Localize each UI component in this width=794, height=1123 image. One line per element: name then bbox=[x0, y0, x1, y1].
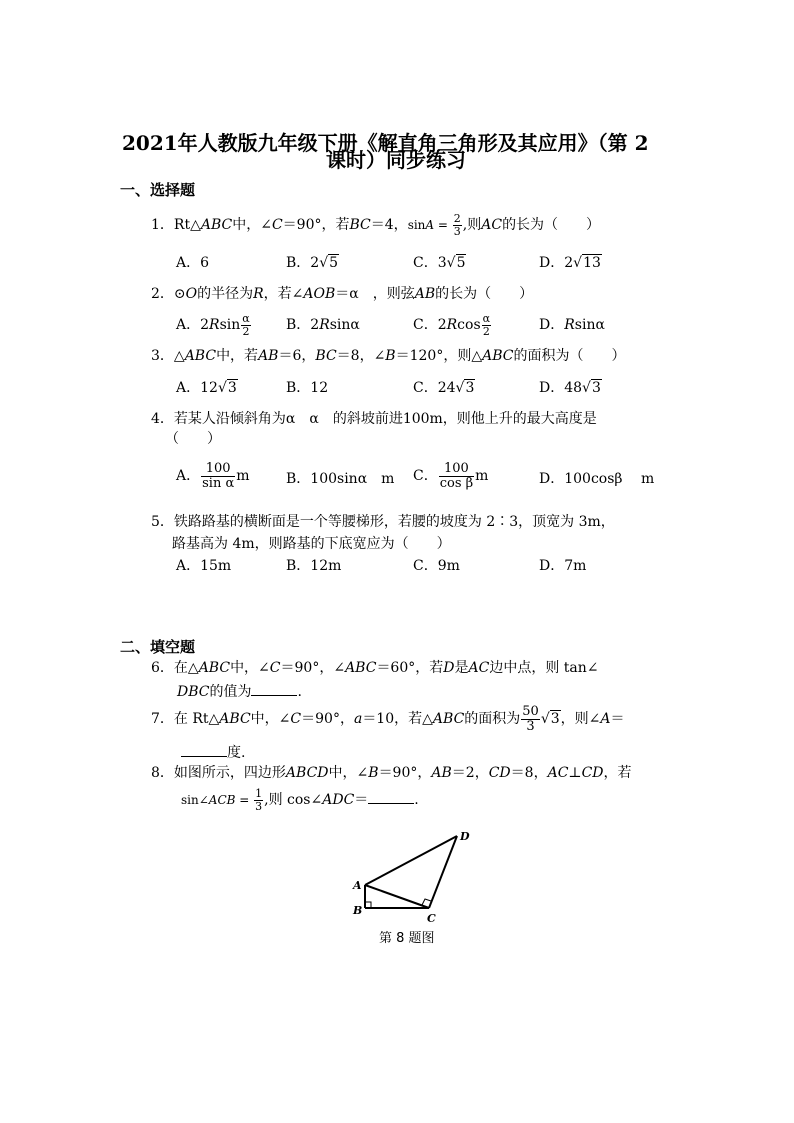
segment-da bbox=[365, 836, 457, 885]
question-4-stem-line2: （ ） bbox=[165, 431, 221, 447]
question-4-option-c: C． $\frac{100}{\text{cos β}}$ m bbox=[413, 461, 489, 491]
question-5-option-b: B．12m bbox=[286, 558, 342, 574]
page-title-line2: 课时）同步练习 bbox=[326, 148, 466, 172]
question-5-option-d: D．7m bbox=[539, 558, 587, 574]
question-5-option-a: A．15m bbox=[176, 558, 232, 574]
segment-cd bbox=[429, 836, 457, 908]
point-label-d: D bbox=[460, 830, 470, 843]
page-title-line1: 2021年人教版九年级下册《解直角三角形及其应用》（第 2 bbox=[122, 131, 649, 155]
question-4-option-d: D．100cosβ m bbox=[539, 471, 655, 487]
answer-blank[interactable] bbox=[181, 744, 227, 757]
question-2-option-d: D．Rsinα bbox=[539, 317, 605, 333]
question-3-option-d: D．48√3 bbox=[539, 380, 601, 396]
question-6-stem-line2: DBC的值为 . bbox=[177, 684, 302, 700]
question-2-stem: 2．⊙O的半径为R，若∠AOB＝α ，则弦AB的长为（ ） bbox=[151, 286, 534, 302]
point-label-c: C bbox=[427, 912, 436, 925]
question-6-stem-line1: 6．在△ABC中，∠C＝90°，∠ABC＝60°，若D是AC边中点，则 tan∠ bbox=[151, 660, 599, 676]
question-8-stem-line2: sin∠ACB = $\frac{1}{3}$ ,则 cos∠ADC＝ . bbox=[181, 787, 419, 813]
answer-blank[interactable] bbox=[251, 683, 297, 696]
question-4-option-b: B．100sinα m bbox=[286, 471, 395, 487]
question-3-option-c: C．24√3 bbox=[413, 380, 475, 396]
question-5-stem-line2: 路基高为 4m，则路基的下底宽应为（ ） bbox=[172, 536, 451, 552]
section-choice-heading: 一、选择题 bbox=[120, 181, 196, 199]
question-4-stem-line1: 4．若某人沿倾斜角为α α 的斜坡前进100m，则他上升的最大高度是 bbox=[151, 411, 597, 427]
question-1-option-a: A．6 bbox=[176, 255, 210, 271]
question-8-figure bbox=[345, 828, 485, 928]
fraction: $\frac{2}{3}$ bbox=[453, 212, 461, 238]
question-3-stem: 3．△ABC中，若AB＝6，BC＝8，∠B＝120°，则△ABC的面积为（ ） bbox=[151, 348, 626, 364]
question-7-stem-line1: 7．在 Rt△ABC中，∠C＝90°，a＝10，若△ABC的面积为 $\frac{50}{3}$ √3，则∠A＝ bbox=[151, 704, 625, 734]
question-1-stem: 1．Rt△ABC中，∠C＝90°，若BC＝4，sinA = $\frac{2}{3}$ ,则AC的长为（ ） bbox=[151, 212, 601, 238]
question-5-option-c: C．9m bbox=[413, 558, 460, 574]
question-2-option-b: B．2Rsinα bbox=[286, 317, 360, 333]
question-2-option-c: C．2Rcos $\frac{\alpha}{2}$ bbox=[413, 312, 491, 338]
question-8-stem-line1: 8．如图所示，四边形ABCD中，∠B＝90°，AB＝2，CD＝8，AC⊥CD，若 bbox=[151, 765, 632, 781]
answer-blank[interactable] bbox=[368, 791, 414, 804]
point-label-a: A bbox=[353, 879, 362, 892]
question-3-option-b: B．12 bbox=[286, 380, 329, 396]
question-3-option-a: A．12√3 bbox=[176, 380, 237, 396]
point-label-b: B bbox=[353, 904, 363, 917]
question-5-stem-line1: 5．铁路路基的横断面是一个等腰梯形，若腰的坡度为 2∶3，顶宽为 3m， bbox=[151, 514, 615, 530]
figure-caption: 第 8 题图 bbox=[379, 931, 435, 946]
question-1-option-c: C．3√5 bbox=[413, 255, 466, 271]
question-2-option-a: A．2Rsin $\frac{\alpha}{2}$ bbox=[176, 312, 250, 338]
question-7-stem-line2: 度. bbox=[181, 744, 245, 760]
segment-ac bbox=[365, 885, 429, 908]
section-fill-heading: 二、填空题 bbox=[120, 638, 196, 656]
question-1-option-b: B．2√5 bbox=[286, 255, 339, 271]
question-1-option-d: D．2√13 bbox=[539, 255, 601, 271]
question-4-option-a: A． $\frac{100}{\text{sin α}}$ m bbox=[176, 461, 250, 491]
